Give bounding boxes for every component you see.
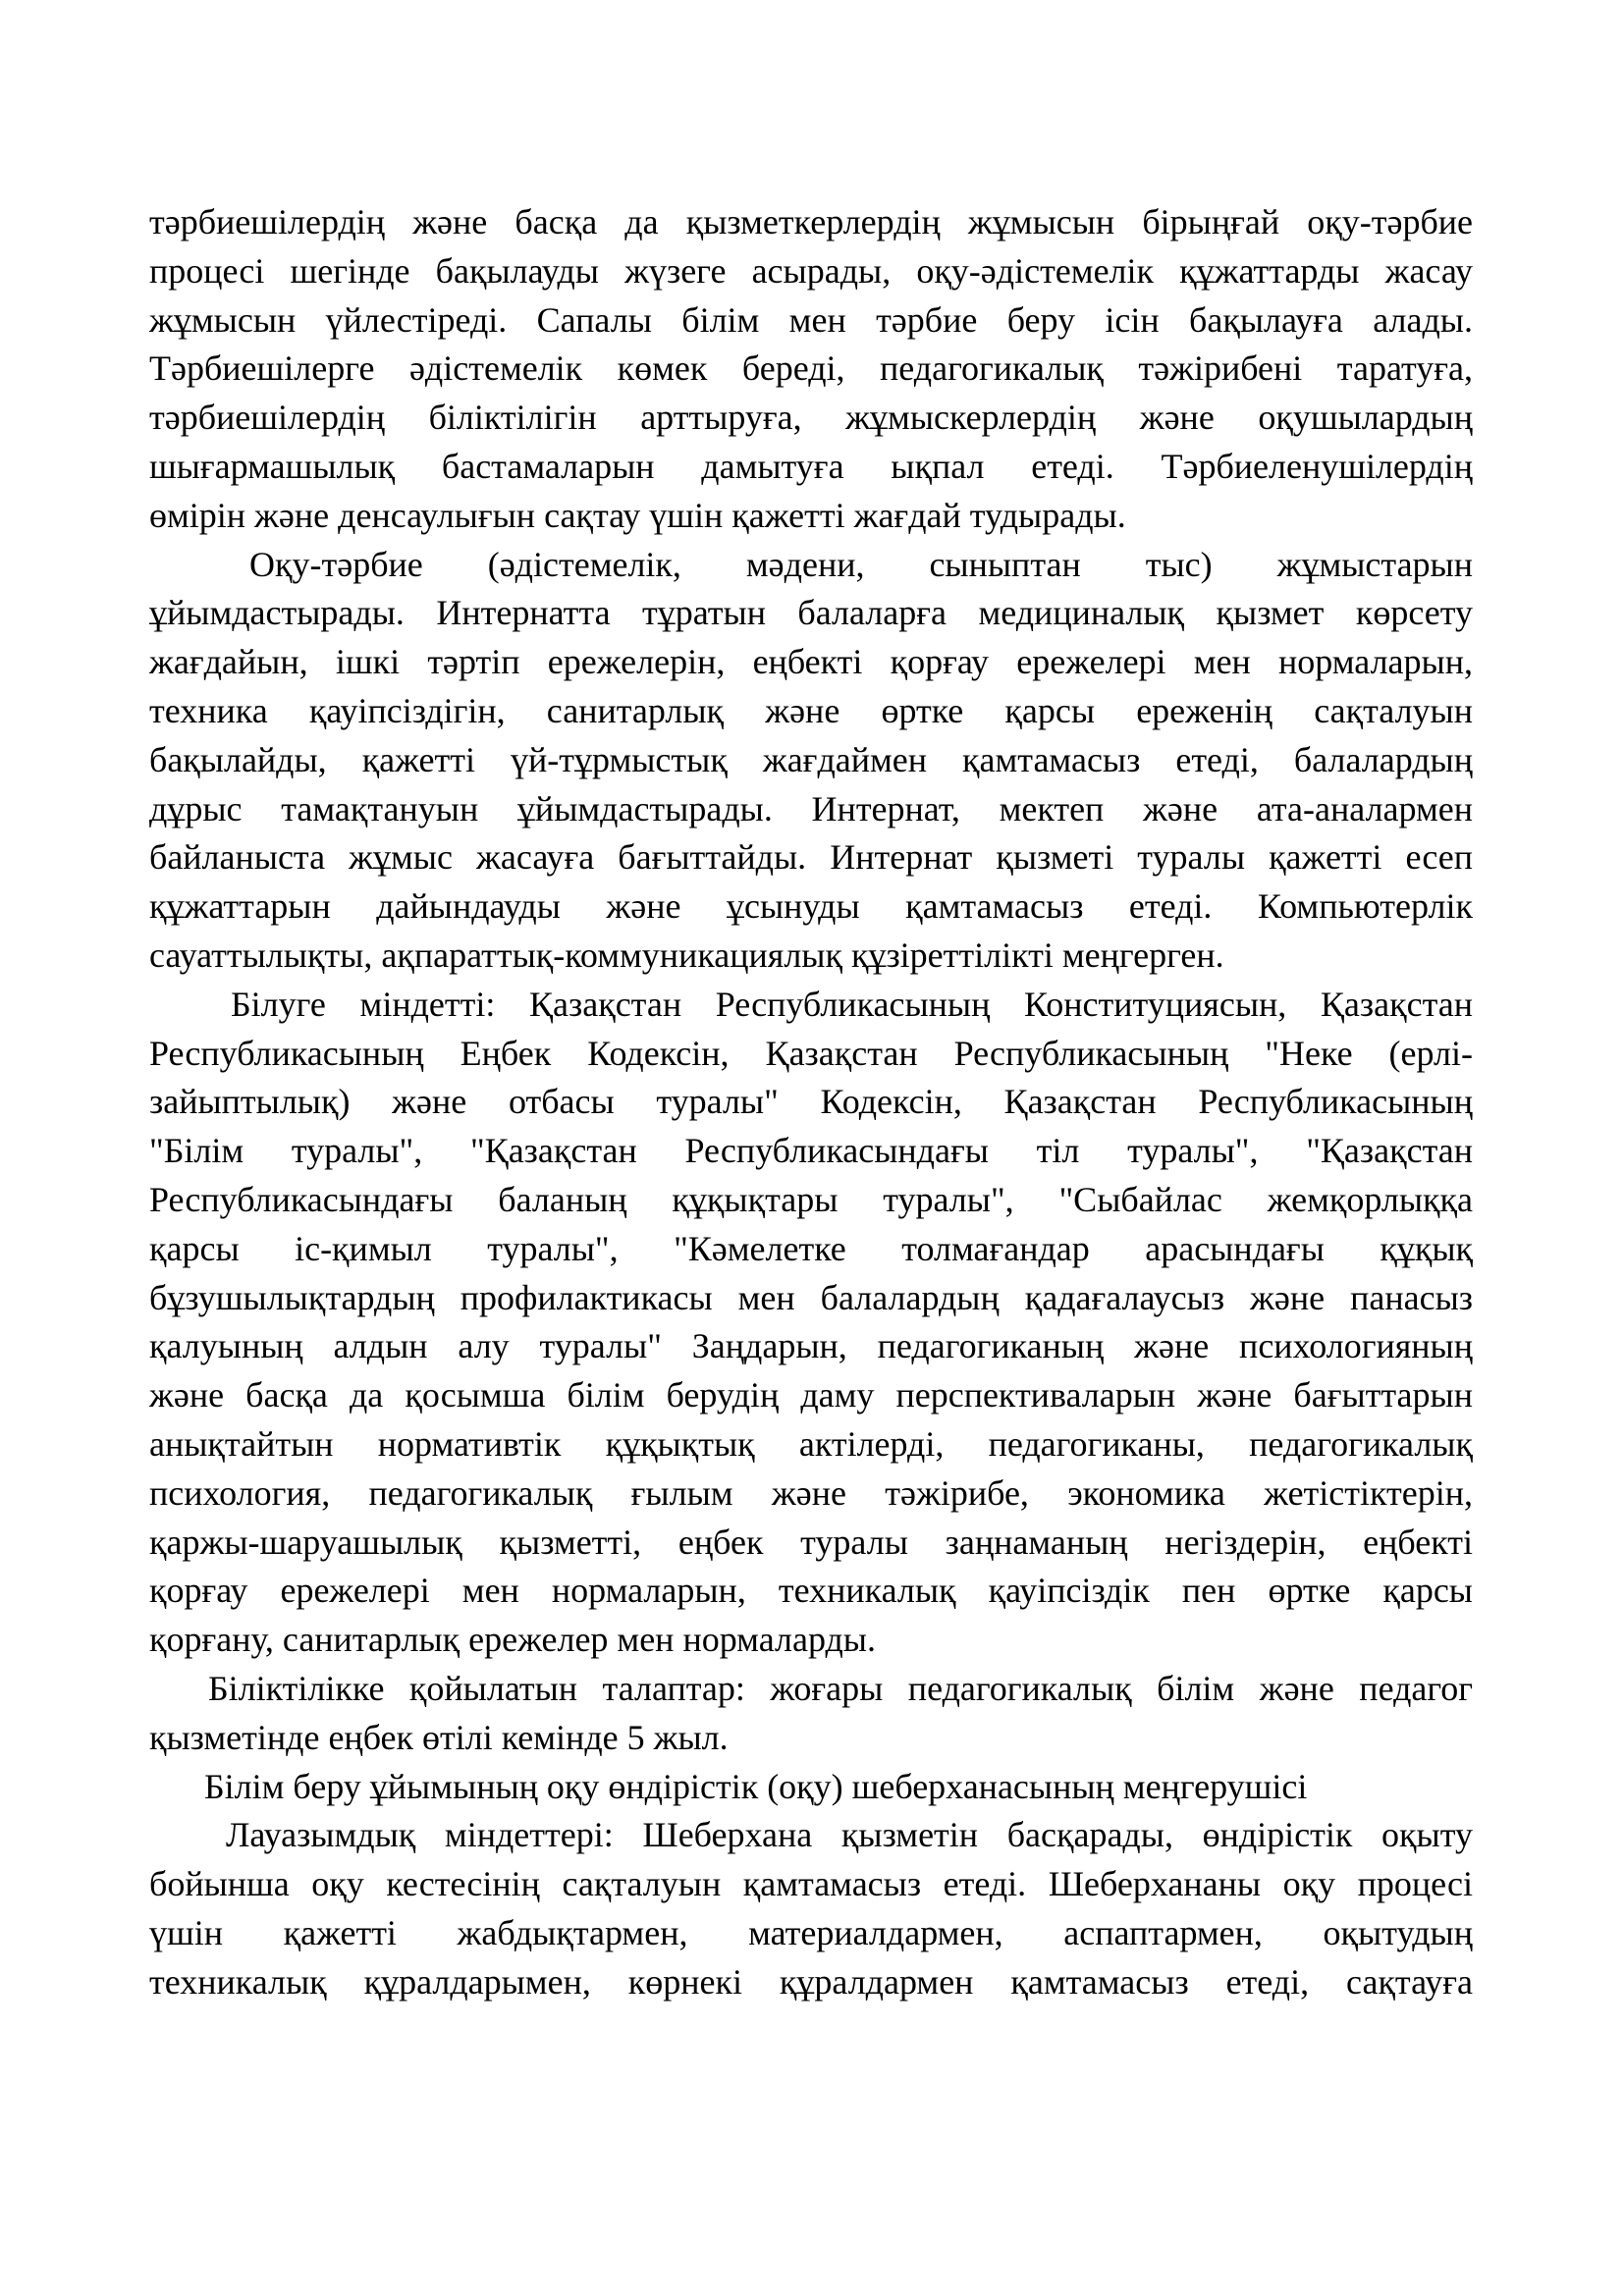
- section-heading: Білім беру ұйымының оқу өндірістік (оқу) шеберханасының меңгерушісі: [204, 1766, 1308, 1806]
- text-line: Оқу-тәрбие (әдістемелік, мәдени, сыныптан тыс) жұмыстарын: [249, 544, 1473, 584]
- text-line: дұрыс тамақтануын ұйымдастырады. Интернат, мектеп және ата-аналармен: [149, 788, 1473, 828]
- text-line: Біліктілікке қойылатын талаптар: жоғары педагогикалық білім және педагог: [208, 1668, 1473, 1708]
- text-line: "Білім туралы", "Қазақстан Республикасындағы тіл туралы", "Қазақстан: [149, 1131, 1473, 1171]
- text-line: қорғану, санитарлық ережелер мен нормаларды.: [149, 1620, 876, 1660]
- text-line: құжаттарын дайындауды және ұсынуды қамтамасыз етеді. Компьютерлік: [149, 886, 1473, 927]
- text-line: бақылайды, қажетті үй-тұрмыстық жағдаймен қамтамасыз етеді, балалардың: [149, 739, 1473, 779]
- text-line: байланыста жұмыс жасауға бағыттайды. Интернат қызметі туралы қажетті есеп: [149, 837, 1473, 878]
- text-line: анықтайтын нормативтік құқықтық актілерді, педагогиканы, педагогикалық: [149, 1423, 1473, 1464]
- text-line: бойынша оқу кестесінің сақталуын қамтамасыз етеді. Шеберхананы оқу процесі: [149, 1864, 1473, 1904]
- text-line: қорғау ережелері мен нормаларын, техникалық қауіпсіздік пен өртке қарсы: [149, 1571, 1473, 1611]
- text-line: қызметінде еңбек өтілі кемінде 5 жыл.: [149, 1717, 729, 1757]
- text-line: қарсы іс-қимыл туралы", "Кәмелетке толмағандар арасындағы құқық: [149, 1228, 1473, 1268]
- text-line: шығармашылық бастамаларын дамытуға ықпал етеді. Тәрбиеленушілердің: [149, 446, 1473, 486]
- paragraph-job-duties: [149, 1811, 1473, 2006]
- paragraph-must-know: [149, 981, 1473, 1665]
- paragraph-educational-work: [149, 541, 1473, 981]
- text-line: Лауазымдық міндеттері: Шеберхана қызметін басқарады, өндірістік оқыту: [226, 1815, 1473, 1855]
- text-line: процесі шегінде бақылауды жүзеге асырады, оқу-әдістемелік құжаттарды жасау: [149, 250, 1473, 291]
- text-line: бұзушылықтардың профилактикасы мен балалардың қадағалаусыз және панасыз: [149, 1277, 1473, 1317]
- text-line: Республикасының Еңбек Кодексін, Қазақстан Республикасының "Неке (ерлі-: [149, 1033, 1473, 1073]
- paragraph-deputy-duties-continuation: [149, 198, 1473, 541]
- text-line: Білуге міндетті: Қазақстан Республикасының Конституциясын, Қазақстан: [231, 984, 1473, 1024]
- text-line: зайыптылық) және отбасы туралы" Кодексін, Қазақстан Республикасының: [149, 1082, 1473, 1122]
- text-line: Республикасындағы баланың құқықтары туралы", "Сыбайлас жемқорлыққа: [149, 1179, 1473, 1219]
- text-line: тәрбиешілердің және басқа да қызметкерлердің жұмысын бірыңғай оқу-тәрбие: [149, 202, 1473, 241]
- text-line: үшін қажетті жабдықтармен, материалдармен, аспаптармен, оқытудың: [149, 1912, 1473, 1952]
- text-line: сауаттылықты, ақпараттық-коммуникациялық құзіреттілікті меңгерген.: [149, 934, 1224, 975]
- text-line: психология, педагогикалық ғылым және тәжірибе, экономика жетістіктерін,: [149, 1472, 1473, 1513]
- text-line: техникалық құралдарымен, көрнекі құралдармен қамтамасыз етеді, сақтауға: [149, 1961, 1473, 2002]
- section-heading-workshop-head: [149, 1763, 1473, 1812]
- text-line: өмірін және денсаулығын сақтау үшін қажетті жағдай тудырады.: [149, 495, 1126, 535]
- text-line: және басқа да қосымша білім берудің даму перспективаларын және бағыттарын: [149, 1375, 1473, 1415]
- text-line: ұйымдастырады. Интернатта тұратын балаларға медициналық қызмет көрсету: [149, 593, 1473, 633]
- text-line: техника қауіпсіздігін, санитарлық және өртке қарсы ереженің сақталуын: [149, 690, 1473, 730]
- text-line: тәрбиешілердің біліктілігін арттыруға, жұмыскерлердің және оқушылардың: [149, 398, 1473, 438]
- text-line: жағдайын, ішкі тәртіп ережелерін, еңбекті қорғау ережелері мен нормаларын,: [149, 642, 1473, 682]
- text-line: қалуының алдын алу туралы" Заңдарын, педагогиканың және психологияның: [149, 1326, 1473, 1366]
- document-page: [149, 198, 1473, 2006]
- text-line: жұмысын үйлестіреді. Сапалы білім мен тәрбие беру ісін бақылауға алады.: [149, 299, 1473, 340]
- text-line: Тәрбиешілерге әдістемелік көмек береді, педагогикалық тәжірибені таратуға,: [149, 348, 1473, 389]
- paragraph-qualification-requirements: [149, 1665, 1473, 1763]
- text-line: қаржы-шаруашылық қызметті, еңбек туралы заңнаманың негіздерін, еңбекті: [149, 1522, 1473, 1562]
